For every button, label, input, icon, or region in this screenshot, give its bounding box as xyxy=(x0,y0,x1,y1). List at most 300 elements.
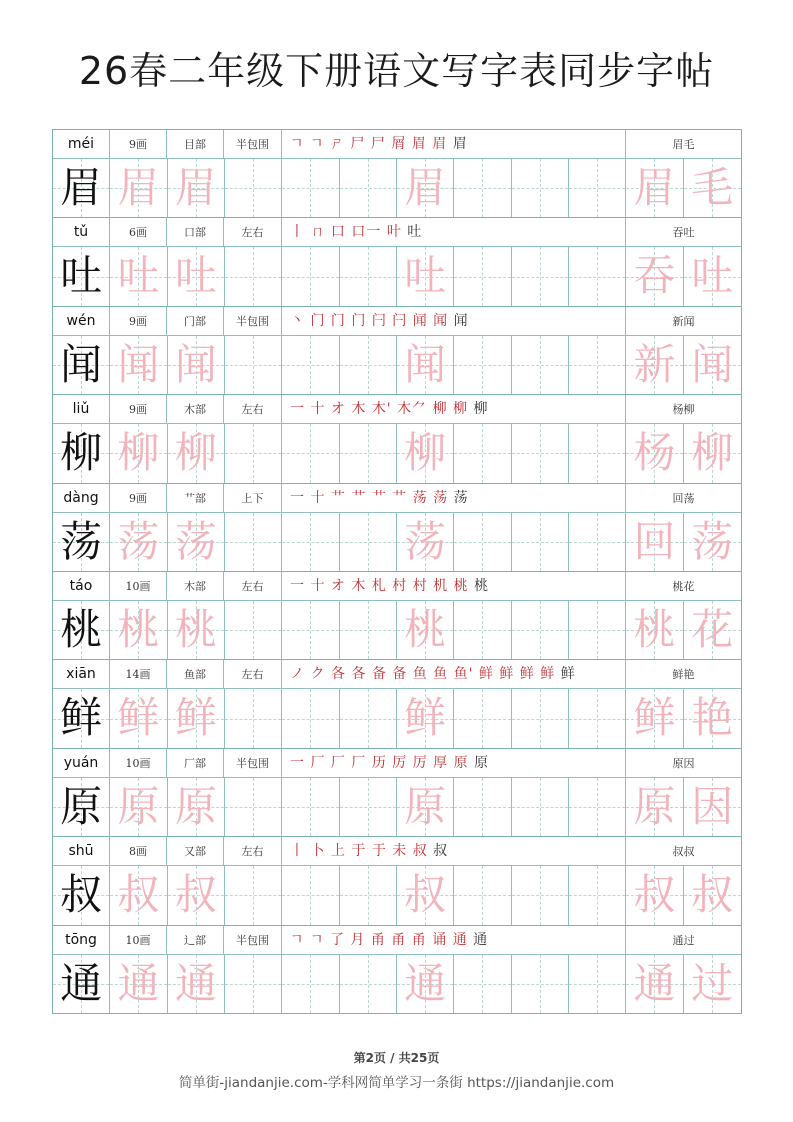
grid-square xyxy=(168,955,225,1013)
grid-square xyxy=(512,424,569,482)
stroke-order xyxy=(282,749,626,778)
grid-square xyxy=(626,866,683,924)
trace-character xyxy=(340,689,396,747)
trace-character: 毛 xyxy=(691,163,734,212)
stroke-step: 门 xyxy=(330,312,352,329)
stroke-step: ク xyxy=(310,666,331,683)
trace-character xyxy=(454,689,510,747)
info-row xyxy=(53,926,741,955)
stroke-step: 鱼' xyxy=(453,666,479,683)
grid-square xyxy=(626,513,683,571)
stroke-step: 艹 xyxy=(351,489,372,506)
stroke-step: 一 xyxy=(290,489,311,506)
grid-square xyxy=(225,513,282,571)
trace-character: 叔 xyxy=(691,870,734,920)
stroke-step: 一 xyxy=(290,754,311,771)
grid-square xyxy=(282,689,339,747)
grid-square xyxy=(512,336,569,394)
stroke-step: オ xyxy=(330,578,352,594)
trace-character: 鲜 xyxy=(117,693,160,743)
trace-character xyxy=(225,778,281,836)
trace-character xyxy=(569,778,625,836)
trace-character xyxy=(454,866,510,924)
trace-character xyxy=(340,247,396,305)
info-row xyxy=(53,660,741,689)
grid-square xyxy=(454,689,511,747)
grid-square xyxy=(454,424,511,482)
stroke-order xyxy=(282,484,626,513)
stroke-step: 机 xyxy=(433,578,454,594)
grid-square xyxy=(53,955,110,1013)
stroke-step: 口一 xyxy=(351,224,387,241)
trace-character xyxy=(454,955,510,1013)
grid-square xyxy=(110,689,167,747)
grid-square xyxy=(53,424,110,482)
trace-character: 叔 xyxy=(404,870,447,920)
grid-square xyxy=(110,955,167,1013)
grid-square xyxy=(225,866,282,924)
grid-square xyxy=(626,247,683,305)
stroke-count-label: 6画 xyxy=(110,218,167,247)
trace-character: 因 xyxy=(691,781,734,831)
grid-square xyxy=(168,778,225,836)
stroke-step: 鲜 xyxy=(540,666,561,683)
grid-square xyxy=(282,336,339,394)
trace-character xyxy=(340,159,396,217)
stroke-count-label: 8画 xyxy=(110,837,167,866)
stroke-step: 厂 xyxy=(310,754,331,771)
grid-square xyxy=(225,159,282,217)
stroke-count-label: 10画 xyxy=(110,926,167,955)
trace-character: 眉 xyxy=(633,163,676,212)
grid-square xyxy=(397,336,454,394)
grid-square xyxy=(168,866,225,924)
trace-character xyxy=(512,601,568,659)
stroke-step: 眉 xyxy=(452,136,468,152)
stroke-step: ㄱ xyxy=(309,931,330,948)
grid-square xyxy=(684,247,741,305)
trace-character xyxy=(569,513,625,571)
trace-character xyxy=(454,601,510,659)
stroke-step: ㄱ xyxy=(290,136,310,152)
trace-character xyxy=(512,866,568,924)
trace-character xyxy=(225,159,281,217)
trace-character xyxy=(512,336,568,394)
stroke-step: 木⺈ xyxy=(397,401,433,418)
stroke-count-label: 9画 xyxy=(110,130,167,159)
stroke-step: 丶 xyxy=(290,312,311,329)
stroke-order xyxy=(282,837,626,866)
writing-grid-row xyxy=(53,424,741,483)
trace-character: 闻 xyxy=(691,339,734,389)
grid-square xyxy=(626,689,683,747)
grid-square xyxy=(397,601,454,659)
grid-square xyxy=(53,689,110,747)
stroke-step: 尸 xyxy=(370,136,392,152)
structure-label: 左右 xyxy=(224,660,282,689)
writing-grid-row xyxy=(53,247,741,306)
stroke-step: 叶 xyxy=(386,224,408,241)
info-row xyxy=(53,572,741,601)
grid-square xyxy=(569,336,626,394)
structure-label: 左右 xyxy=(224,218,282,247)
stroke-step: 厉 xyxy=(412,754,434,771)
trace-character: 鲜 xyxy=(633,693,676,743)
trace-character: 柳 xyxy=(174,428,217,478)
stroke-step: 十 xyxy=(310,489,331,506)
example-word: 鲜艳 xyxy=(672,668,695,682)
stroke-step: 厉 xyxy=(392,754,413,771)
stroke-step: 闩 xyxy=(392,312,413,329)
stroke-step: 闻 xyxy=(433,312,454,329)
grid-square xyxy=(454,159,511,217)
radical-label: 辶部 xyxy=(167,926,224,955)
stroke-step: 通 xyxy=(473,931,489,948)
grid-square xyxy=(110,513,167,571)
stroke-step: 荡 xyxy=(412,489,434,506)
stroke-step: 艹 xyxy=(392,489,413,506)
trace-character: 柳 xyxy=(117,428,160,478)
grid-square xyxy=(626,778,683,836)
stroke-step: 尸 xyxy=(350,136,371,152)
stroke-step: 闻 xyxy=(412,312,434,329)
trace-character: 吐 xyxy=(117,251,160,301)
stroke-step: 甬 xyxy=(370,931,392,948)
stroke-count-label: 9画 xyxy=(110,307,167,336)
trace-character xyxy=(282,513,338,571)
pinyin-label: dàng xyxy=(53,484,110,513)
site-credit: 简单街-jiandanjie.com-学科网简单学习一条街 https://jiandanjie.com xyxy=(178,1075,615,1091)
trace-character xyxy=(282,689,338,747)
trace-character: 闻 xyxy=(404,339,447,389)
trace-character: 鲜 xyxy=(174,693,217,743)
stroke-step: 村 xyxy=(412,578,434,594)
grid-square xyxy=(110,778,167,836)
trace-character xyxy=(282,955,338,1013)
stroke-step: 桃 xyxy=(474,578,490,594)
grid-square xyxy=(512,866,569,924)
grid-square xyxy=(512,601,569,659)
stroke-step: 厂 xyxy=(351,754,372,771)
writing-grid-row xyxy=(53,689,741,748)
stroke-step: ㄇ xyxy=(310,224,331,241)
example-word: 杨柳 xyxy=(672,403,695,417)
trace-character xyxy=(569,601,625,659)
grid-square xyxy=(397,866,454,924)
trace-character: 新 xyxy=(633,339,676,389)
grid-square xyxy=(282,513,339,571)
writing-grid-row xyxy=(53,778,741,837)
trace-character: 原 xyxy=(633,781,676,831)
trace-character: 眉 xyxy=(404,163,447,212)
grid-square xyxy=(626,955,683,1013)
info-row xyxy=(53,395,741,424)
trace-character: 原 xyxy=(117,781,160,831)
stroke-step: 诵 xyxy=(432,931,453,948)
stroke-step: 原 xyxy=(453,754,475,771)
trace-character: 桃 xyxy=(174,605,217,654)
trace-character xyxy=(282,866,338,924)
grid-square xyxy=(340,866,397,924)
pinyin-label: méi xyxy=(53,130,110,159)
practice-sheet xyxy=(52,129,742,1014)
model-character: 原 xyxy=(60,781,103,831)
writing-grid-row xyxy=(53,159,741,218)
grid-square xyxy=(282,601,339,659)
stroke-step: 一 xyxy=(290,578,311,594)
structure-label: 左右 xyxy=(224,837,282,866)
writing-grid-row xyxy=(53,955,741,1014)
stroke-step: 闩 xyxy=(371,312,393,329)
stroke-order xyxy=(282,218,626,247)
grid-square xyxy=(53,778,110,836)
structure-label: 左右 xyxy=(224,395,282,424)
example-word: 桃花 xyxy=(672,580,695,593)
stroke-step: 口 xyxy=(330,224,352,241)
grid-square xyxy=(225,336,282,394)
stroke-step: 了 xyxy=(329,931,351,948)
model-character: 柳 xyxy=(60,428,103,478)
grid-square xyxy=(168,513,225,571)
stroke-step: オ xyxy=(330,401,352,418)
trace-character xyxy=(340,778,396,836)
grid-square xyxy=(282,247,339,305)
stroke-order xyxy=(282,395,626,424)
model-character: 闻 xyxy=(60,339,103,389)
grid-square xyxy=(225,955,282,1013)
stroke-step: 于 xyxy=(371,843,393,860)
trace-character: 艳 xyxy=(691,693,734,743)
grid-square xyxy=(340,159,397,217)
radical-label: 门部 xyxy=(167,307,224,336)
stroke-step: 门 xyxy=(310,312,331,329)
trace-character: 吞 xyxy=(633,251,676,301)
trace-character xyxy=(512,689,568,747)
stroke-step: 各 xyxy=(351,666,372,683)
grid-square xyxy=(684,601,741,659)
stroke-step: 木' xyxy=(371,401,398,418)
radical-label: 厂部 xyxy=(167,749,224,778)
grid-square xyxy=(168,247,225,305)
trace-character xyxy=(454,778,510,836)
structure-label: 左右 xyxy=(224,572,282,601)
stroke-step: 通 xyxy=(452,931,474,948)
structure-label: 半包围 xyxy=(224,130,282,159)
pinyin-label: xiān xyxy=(53,660,110,689)
stroke-step: 备 xyxy=(371,666,393,683)
model-character: 荡 xyxy=(60,516,103,566)
grid-square xyxy=(53,247,110,305)
trace-character xyxy=(569,689,625,747)
structure-label: 半包围 xyxy=(224,749,282,778)
grid-square xyxy=(684,778,741,836)
trace-character xyxy=(512,513,568,571)
info-row xyxy=(53,837,741,866)
stroke-step: 柳 xyxy=(453,401,474,418)
page-title: 26春二年级下册语文写字表同步字帖 xyxy=(78,49,715,93)
grid-square xyxy=(684,866,741,924)
grid-square xyxy=(110,601,167,659)
stroke-step: 各 xyxy=(330,666,352,683)
trace-character xyxy=(340,955,396,1013)
grid-square xyxy=(626,336,683,394)
info-row xyxy=(53,218,741,247)
stroke-step: 鱼 xyxy=(433,666,454,683)
trace-character: 闻 xyxy=(117,339,160,389)
radical-label: 口部 xyxy=(167,218,224,247)
grid-square xyxy=(569,424,626,482)
grid-square xyxy=(569,778,626,836)
trace-character: 闻 xyxy=(174,339,217,389)
grid-square xyxy=(110,336,167,394)
example-word: 新闻 xyxy=(672,314,695,328)
stroke-step: 鱼 xyxy=(412,666,434,683)
stroke-step: ㄕ xyxy=(329,136,351,152)
trace-character xyxy=(454,336,510,394)
pinyin-label: wén xyxy=(53,307,110,336)
grid-square xyxy=(454,247,511,305)
grid-square xyxy=(512,247,569,305)
trace-character xyxy=(225,866,281,924)
trace-character: 桃 xyxy=(117,605,160,654)
grid-square xyxy=(340,689,397,747)
trace-character: 原 xyxy=(404,781,447,831)
trace-character xyxy=(569,955,625,1013)
stroke-step: 叔 xyxy=(412,843,434,860)
grid-square xyxy=(110,159,167,217)
stroke-order xyxy=(282,660,626,689)
info-row xyxy=(53,307,741,336)
stroke-count-label: 14画 xyxy=(110,660,167,689)
trace-character: 桃 xyxy=(404,605,447,654)
grid-square xyxy=(397,159,454,217)
grid-square xyxy=(512,955,569,1013)
grid-square xyxy=(340,247,397,305)
grid-square xyxy=(454,778,511,836)
structure-label: 半包围 xyxy=(224,926,282,955)
grid-square xyxy=(340,424,397,482)
trace-character xyxy=(340,866,396,924)
trace-character xyxy=(282,247,338,305)
grid-square xyxy=(168,424,225,482)
pinyin-label: liǔ xyxy=(53,395,110,424)
radical-label: 鱼部 xyxy=(167,660,224,689)
stroke-order xyxy=(282,307,626,336)
stroke-step: 鲜 xyxy=(499,666,520,683)
model-character: 通 xyxy=(60,958,103,1008)
trace-character: 回 xyxy=(633,516,676,566)
example-word: 原因 xyxy=(672,756,695,770)
trace-character: 过 xyxy=(691,958,734,1008)
model-character: 鲜 xyxy=(60,693,103,743)
stroke-step: 柳 xyxy=(473,401,489,418)
stroke-step: 柳 xyxy=(432,401,454,418)
trace-character: 叔 xyxy=(117,870,160,920)
trace-character xyxy=(512,424,568,482)
example-word: 回荡 xyxy=(672,491,695,505)
grid-square xyxy=(168,689,225,747)
trace-character xyxy=(282,778,338,836)
trace-character: 柳 xyxy=(404,428,447,478)
stroke-order xyxy=(282,572,626,601)
grid-square xyxy=(225,601,282,659)
stroke-step: 鲜 xyxy=(519,666,541,683)
trace-character xyxy=(225,336,281,394)
pinyin-label: táo xyxy=(53,572,110,601)
grid-square xyxy=(569,689,626,747)
stroke-count-label: 10画 xyxy=(110,572,167,601)
trace-character: 吐 xyxy=(404,251,447,301)
grid-square xyxy=(168,159,225,217)
grid-square xyxy=(454,601,511,659)
grid-square xyxy=(397,955,454,1013)
grid-square xyxy=(340,778,397,836)
radical-label: 木部 xyxy=(167,395,224,424)
trace-character xyxy=(282,159,338,217)
writing-grid-row xyxy=(53,601,741,660)
stroke-step: 荡 xyxy=(433,489,454,506)
stroke-order xyxy=(282,130,626,159)
grid-square xyxy=(282,866,339,924)
trace-character: 叔 xyxy=(174,870,217,920)
stroke-step: 村 xyxy=(392,578,413,594)
stroke-step: 木 xyxy=(351,401,372,418)
stroke-order xyxy=(282,926,626,955)
trace-character: 桃 xyxy=(633,605,676,654)
trace-character: 荡 xyxy=(404,516,447,566)
stroke-step: 眉 xyxy=(411,136,433,152)
grid-square xyxy=(569,601,626,659)
grid-square xyxy=(569,955,626,1013)
trace-character: 眉 xyxy=(174,163,217,212)
trace-character: 柳 xyxy=(691,428,734,478)
grid-square xyxy=(340,955,397,1013)
trace-character: 荡 xyxy=(174,516,217,566)
trace-character xyxy=(569,866,625,924)
grid-square xyxy=(454,513,511,571)
example-word: 吞吐 xyxy=(672,226,695,240)
grid-square xyxy=(397,689,454,747)
grid-square xyxy=(110,866,167,924)
structure-label: 半包围 xyxy=(224,307,282,336)
grid-square xyxy=(225,424,282,482)
grid-square xyxy=(684,424,741,482)
grid-square xyxy=(397,247,454,305)
trace-character xyxy=(512,159,568,217)
trace-character xyxy=(225,955,281,1013)
stroke-step: 艹 xyxy=(371,489,393,506)
stroke-step: 月 xyxy=(350,931,371,948)
stroke-step: 十 xyxy=(310,401,331,418)
stroke-step: 甬 xyxy=(411,931,433,948)
stroke-step: 屑 xyxy=(391,136,412,152)
trace-character xyxy=(282,336,338,394)
grid-square xyxy=(225,778,282,836)
stroke-step: ㄱ xyxy=(309,136,330,152)
radical-label: 艹部 xyxy=(167,484,224,513)
info-row xyxy=(53,749,741,778)
stroke-step: 叔 xyxy=(433,843,449,860)
stroke-step: 于 xyxy=(351,843,372,860)
grid-square xyxy=(397,424,454,482)
grid-square xyxy=(397,778,454,836)
example-word: 叔叔 xyxy=(672,845,695,859)
writing-grid-row xyxy=(53,336,741,395)
structure-label: 上下 xyxy=(224,484,282,513)
grid-square xyxy=(340,513,397,571)
radical-label: 木部 xyxy=(167,572,224,601)
grid-square xyxy=(397,513,454,571)
